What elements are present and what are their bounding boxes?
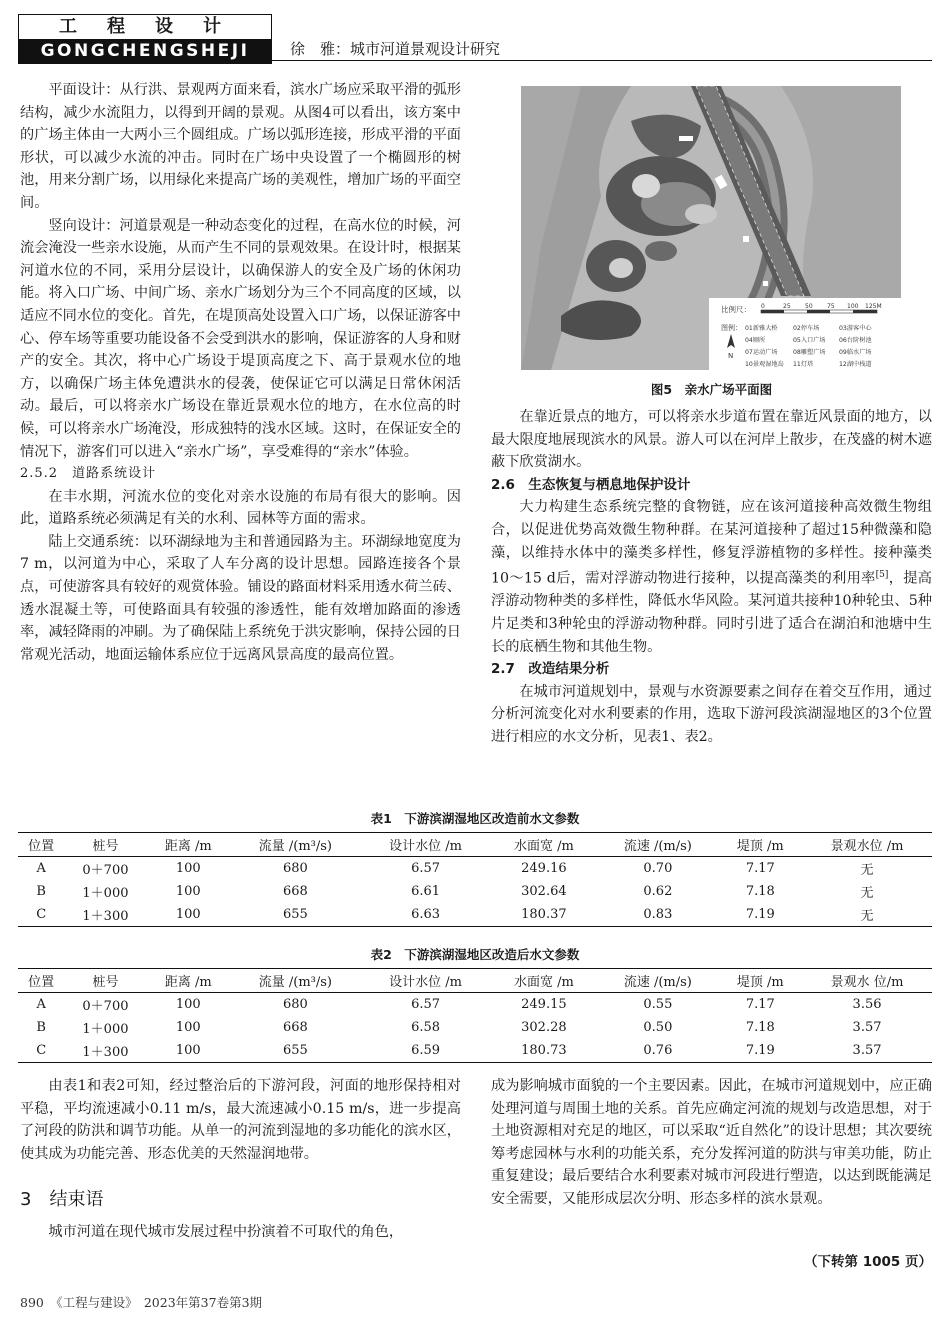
right-column-top — [491, 406, 932, 749]
table-cell: 249.16 — [521, 861, 567, 876]
table-header-cell: 设计水位 /m — [389, 839, 463, 854]
table-row — [18, 993, 932, 1017]
table-header-cell: 水面宽 /m — [513, 839, 574, 854]
table-header-cell: 设计水位 /m — [389, 975, 463, 990]
left-column — [20, 79, 461, 666]
table-cell: 0.55 — [643, 997, 673, 1012]
scale-tick: 25 — [783, 303, 791, 310]
legend-item: 01新雅大桥 — [745, 325, 778, 332]
table-cell: 1＋300 — [82, 1045, 129, 1060]
table-header-cell: 堤顶 /m — [736, 839, 784, 854]
table-header-cell: 位置 — [28, 975, 55, 990]
table-cell: 668 — [282, 1020, 308, 1035]
legend-item: 08雕塑广场 — [793, 349, 826, 356]
table-cell: 7.19 — [745, 1043, 775, 1058]
table-cell: 7.19 — [745, 907, 775, 922]
table-cell: 6.59 — [411, 1043, 441, 1058]
table-cell: 无 — [860, 886, 874, 901]
legend-title: 图例： — [721, 324, 742, 332]
table-cell: B — [36, 884, 46, 899]
table-cell: 0＋700 — [82, 863, 129, 878]
table-cell: 302.64 — [521, 884, 567, 899]
paragraph-table-summary: 由表1和表2可知，经过整治后的下游河段，河面的地形保持相对平稳，平均流速减小0.11 m/s，最大流速减小0.15 m/s，进一步提高了河段的防洪和调节功能。从单一的河流到湿地的多功能化的滨水区，使其成为功能完善、形态优美的天然湿润地带。 — [20, 1078, 461, 1162]
article-running-title: 徐 雅：城市河道景观设计研究 — [290, 40, 501, 58]
section-heading-2-5-2: 2.5.2 道路系统设计 — [20, 466, 157, 482]
table-cell: 1＋000 — [82, 1022, 129, 1037]
page-footer: 890 《工程与建设》 2023年第37卷第3期 — [20, 1295, 263, 1310]
table2-caption: 表2 下游滨湖湿地区改造后水文参数 — [370, 947, 580, 962]
north-label: N — [728, 352, 734, 360]
table-header-cell: 流速 /(m/s) — [623, 975, 692, 990]
legend-item: 12湖中栈道 — [839, 361, 872, 368]
table-cell: 0.50 — [643, 1020, 673, 1035]
table-header-cell: 堤顶 /m — [736, 975, 784, 990]
paragraph-vertical-design: 竖向设计：河道景观是一种动态变化的过程，在高水位的时候，河流会淹没一些亲水设施，从而产生不同的景观效果。在设计时，根据某河道水位的不同，采用分层设计，以确保游人的安全及广场的休闲功能。将入口广场、中间广场、亲水广场划分为三个不同高度的区域，以适应不同水位的变化。首先，在堤顶高处设置入口广场，以保证游客中心、停车场等重要功能设备不会受到洪水的影响，保证游客的人身和财产的安全。其次，将中心广场设于堤顶高度之下、高于景观水位的地方，以确保广场主体免遭洪水的侵袭，使保证它可以满足日常休闲活动。最后，可以将亲水广场设在靠近景观水位的地方，在水位高的时候，可以将亲水广场淹没，形成独特的浅水区域。这时，在保证安全的情况下，游客们可以进入“亲水广场”，享受难得的“亲水”体验。 — [20, 217, 461, 460]
table-row — [18, 1039, 932, 1063]
legend-item: 09临水广场 — [839, 349, 872, 356]
scale-label: 比例尺： — [721, 305, 751, 314]
figure-caption: 图5 亲水广场平面图 — [650, 382, 773, 397]
table-cell: 7.17 — [745, 997, 775, 1012]
table2 — [18, 968, 932, 1063]
section-heading-2-7: 2.7 改造结果分析 — [491, 661, 610, 678]
table-cell: 0.62 — [643, 884, 673, 899]
legend-item: 10景观湿地岛 — [745, 361, 784, 368]
table-row — [18, 880, 932, 903]
ecology-text-a: 大力构建生态系统完整的食物链，应在该河道接种高效微生物组合，以促进优势高效微生物种群。在某河道接种了超过15种微藻和隐藻，以维持水体中的藻类多样性，修复浮游植物的多样性。接种藻类10～15 d后，需对浮游动物进行接种，以提高藻类的利用率 — [491, 499, 932, 587]
scale-tick: 75 — [827, 303, 835, 310]
legend-item: 03游客中心 — [839, 325, 872, 332]
table-cell: 0.76 — [643, 1043, 673, 1058]
table-cell: 6.58 — [411, 1020, 441, 1035]
table-cell: 7.18 — [745, 1020, 775, 1035]
table-cell: 1＋000 — [82, 886, 129, 901]
table-header-row — [18, 969, 932, 993]
ecology-text-b: ，提高浮游动物种类的多样性，降低水华风险。某河道共接种10种轮虫、5种片足类和3种轮虫的浮游动物种群。同时引进了适合在湖泊和池塘中生长的底栖生物和其他生物。 — [491, 570, 932, 655]
table-cell: 6.57 — [411, 997, 441, 1012]
table-cell: 249.15 — [521, 997, 567, 1012]
conclusion-column — [20, 1221, 461, 1244]
section-heading-2-6: 2.6 生态恢复与栖息地保护设计 — [491, 476, 691, 493]
citation-ref: [5] — [875, 570, 889, 581]
paragraph-land-traffic: 陆上交通系统：以环湖绿地为主和普通园路为主。环湖绿地宽度为7 m，以河道为中心，采取了人车分离的设计思想。园路连接各个景点，可使游客具有较好的观赏体验。铺设的路面材料采用透水荷兰砖、透水混凝土等，可使路面具有较强的渗透性，能有效增加路面的渗透率，减轻降雨的冲刷。为了确保陆上系统免于洪灾影响，保持公园的日常观光活动，地面运输体系应位于远离风景高度的最高位置。 — [20, 533, 461, 663]
table-cell: C — [36, 907, 47, 922]
table-cell: 100 — [175, 1020, 201, 1035]
table-cell: C — [36, 1043, 47, 1058]
table-cell: 0.83 — [643, 907, 673, 922]
table-cell: 无 — [860, 863, 874, 878]
legend-item: 02停车场 — [793, 325, 820, 332]
table-cell: 100 — [175, 907, 201, 922]
table1-caption: 表1 下游滨湖湿地区改造前水文参数 — [370, 811, 580, 826]
table-cell: 655 — [282, 907, 308, 922]
table-header-row — [18, 833, 932, 857]
table-cell: 100 — [175, 997, 201, 1012]
continued-note: （下转第 1005 页） — [804, 1254, 932, 1270]
table-cell: 180.37 — [521, 907, 567, 922]
table-cell: 668 — [282, 884, 308, 899]
scale-tick: 0 — [761, 303, 765, 310]
table-cell: 655 — [282, 1043, 308, 1058]
table-cell: 6.57 — [411, 861, 441, 876]
table-row — [18, 903, 932, 927]
paragraph-conclusion-start: 城市河道在现代城市发展过程中扮演着不可取代的角色， — [48, 1224, 404, 1240]
table-cell: 1＋300 — [82, 909, 129, 924]
table-cell: 3.56 — [852, 997, 882, 1012]
table-cell: 3.57 — [852, 1043, 882, 1058]
page-header — [18, 14, 932, 64]
scale-tick: 50 — [805, 303, 813, 310]
header-rule — [270, 60, 932, 61]
table-header-cell: 位置 — [28, 839, 55, 854]
table-header-cell: 流量 /(m³/s) — [258, 975, 332, 990]
table-header-cell: 流速 /(m/s) — [623, 839, 692, 854]
scale-tick: 100 — [847, 303, 859, 310]
table-header-cell: 桩号 — [92, 975, 119, 990]
table-header-cell: 水面宽 /m — [513, 975, 574, 990]
legend-item: 06台阶树池 — [839, 337, 872, 344]
paragraph-result-analysis: 在城市河道规划中，景观与水资源要素之间存在着交互作用，通过分析河流变化对水利要素的作用，选取下游河段滨湖湿地区的3个位置进行相应的水文分析，见表1、表2。 — [491, 683, 932, 746]
table-header-cell: 距离 /m — [164, 839, 212, 854]
table-header-cell: 景观水位 /m — [830, 839, 904, 854]
legend-item: 04厕所 — [745, 337, 766, 344]
table-header-cell: 流量 /(m³/s) — [258, 839, 332, 854]
table-cell: B — [36, 1020, 46, 1035]
table-header-cell: 距离 /m — [164, 975, 212, 990]
paragraph-plane-design: 平面设计：从行洪、景观两方面来看，滨水广场应采取平滑的弧形结构，减少水流阻力，以得到开阔的景观。从图4可以看出，该方案中的广场主体由一大两小三个圆组成。广场以弧形连接，形成平滑的平面形状，可以减少水流的冲击。同时在广场中央设置了一个椭圆形的树池，用来分割广场，以用绿化来提高广场的美观性，增加广场的平面空间。 — [20, 82, 461, 211]
table-row — [18, 857, 932, 881]
journal-name-pinyin: GONGCHENGSHEJI — [19, 39, 271, 63]
table-cell: A — [36, 861, 46, 876]
table-cell: 0.70 — [643, 861, 673, 876]
table-cell: 680 — [282, 861, 308, 876]
table1 — [18, 832, 932, 927]
journal-name-cn: 工程设计 — [59, 16, 251, 37]
journal-brand — [18, 14, 272, 64]
table-cell: 无 — [860, 909, 874, 924]
table-cell: 100 — [175, 861, 201, 876]
bottom-right-column — [491, 1075, 932, 1211]
table-row — [18, 1016, 932, 1039]
legend-item: 05入口广场 — [793, 337, 826, 344]
table-header-cell: 桩号 — [92, 839, 119, 854]
site-plan-figure — [521, 86, 901, 370]
table-cell: 302.28 — [521, 1020, 567, 1035]
table-cell: 7.17 — [745, 861, 775, 876]
table-cell: 0＋700 — [82, 999, 129, 1014]
table-cell: 680 — [282, 997, 308, 1012]
table-cell: 6.63 — [411, 907, 441, 922]
bottom-left-column — [20, 1075, 461, 1165]
table-cell: 7.18 — [745, 884, 775, 899]
legend-item: 07运动广场 — [745, 349, 778, 356]
paragraph-flood-season: 在丰水期，河流水位的变化对亲水设施的布局有很大的影响。因此，道路系统必须满足有关的水利、园林等方面的需求。 — [20, 488, 461, 528]
table-cell: 100 — [175, 884, 201, 899]
table-cell: 6.61 — [411, 884, 441, 899]
paragraph-conclusion-continued: 成为影响城市面貌的一个主要因素。因此，在城市河道规划中，应正确处理河道与周围土地的关系。首先应确定河流的规划与改造思想，对于土地资源相对充足的地区，可以采取“近自然化”的设计思想；其次要统筹考虑园林与水利的功能关系，充分发挥河道的防洪与审美功能，防止重复建设；最后要结合水利要素对城市河段进行塑造，以达到既能满足安全需要，又能形成层次分明、形态多样的滨水景观。 — [491, 1078, 932, 1207]
site-plan-image — [521, 86, 901, 370]
table-cell: 180.73 — [521, 1043, 567, 1058]
paragraph-ecology — [491, 496, 932, 658]
table-header-cell: 景观水 位/m — [830, 975, 904, 990]
table-cell: 3.57 — [852, 1020, 882, 1035]
table-cell: 100 — [175, 1043, 201, 1058]
scale-tick: 125M — [865, 303, 882, 310]
table-cell: A — [36, 997, 46, 1012]
paragraph-waterfront-walk: 在靠近景点的地方，可以将亲水步道布置在靠近风景面的地方，以最大限度地展现滨水的风景。游人可以在河岸上散步，在茂盛的树木遮蔽下欣赏湖水。 — [491, 409, 932, 471]
conclusion-heading: 3 结束语 — [20, 1189, 104, 1210]
legend-item: 11灯塔 — [793, 361, 814, 368]
